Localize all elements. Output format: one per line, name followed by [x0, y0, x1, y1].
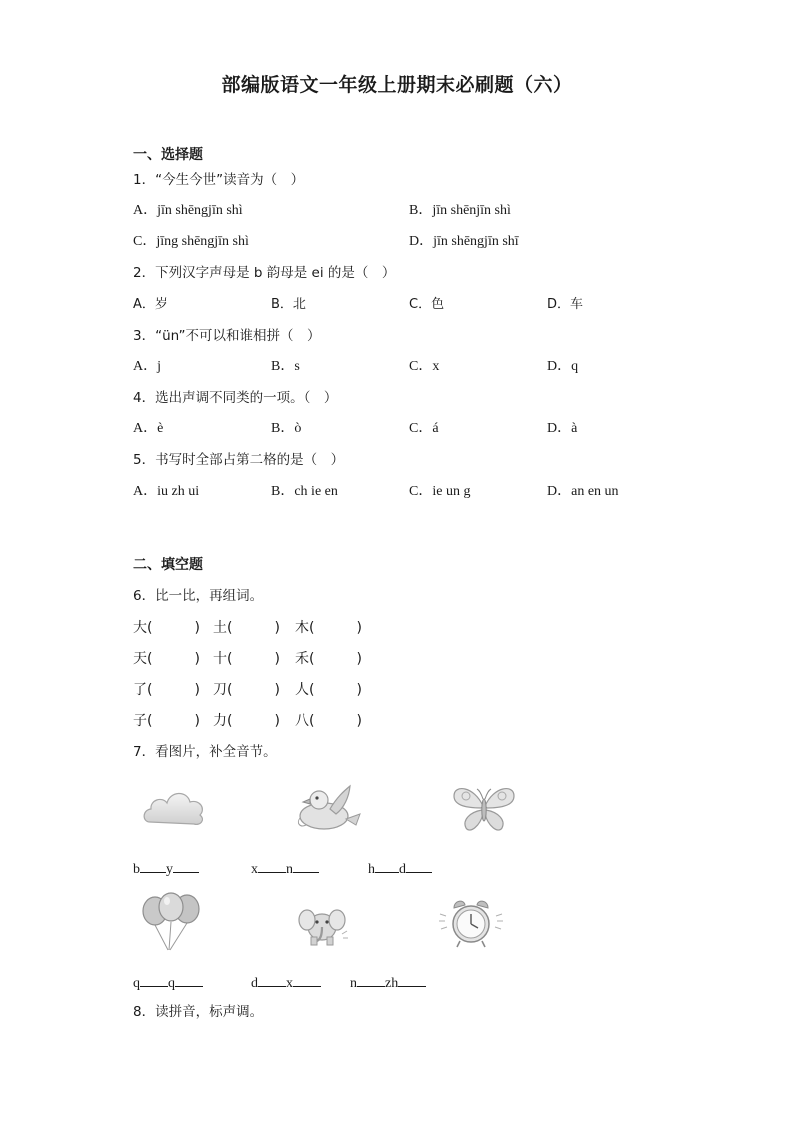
question-4-option-b: B．ò — [271, 421, 302, 436]
question-1-option-c: C．jīng shēngjīn shì — [133, 234, 249, 249]
compare-item: 天( ) — [133, 651, 200, 667]
question-3-option-d: D．q — [547, 359, 579, 374]
question-1-option-a: A．jīn shēngjīn shì — [133, 203, 243, 218]
compare-item: 十( ) — [213, 651, 280, 667]
question-2-option-d: D．车 — [547, 297, 584, 312]
question-3-stem: 3．“ün”不可以和谁相拼（ ） — [133, 328, 321, 344]
question-2-option-a: A．岁 — [133, 297, 168, 312]
question-4-option-a: A．è — [133, 421, 164, 436]
syllable-blank-alarm-clock: n zh — [350, 973, 426, 993]
question-3-option-c: C．x — [409, 359, 440, 374]
question-1-stem: 1．“今生今世”读音为（ ） — [133, 172, 305, 188]
cloud-picture — [140, 784, 208, 828]
alarm-clock-picture — [436, 896, 506, 950]
syllable-blank-bird: x n — [251, 859, 319, 879]
compare-item: 木( ) — [295, 620, 362, 636]
elephant-picture — [294, 901, 350, 947]
question-6-stem: 6．比一比，再组词。 — [133, 588, 264, 604]
syllable-blank-cloud: b y — [133, 859, 199, 879]
syllable-blank-elephant: d x — [251, 973, 321, 993]
compare-item: 八( ) — [295, 713, 362, 729]
section-heading-choice: 一、选择题 — [133, 147, 203, 163]
question-3-option-b: B．s — [271, 359, 300, 374]
question-3-option-a: A．j — [133, 359, 161, 374]
question-5-option-b: B．ch ie en — [271, 484, 338, 499]
question-2-stem: 2．下列汉字声母是 b 韵母是 ei 的是（ ） — [133, 265, 396, 281]
compare-item: 子( ) — [133, 713, 200, 729]
question-1-option-b: B．jīn shēnjīn shì — [409, 203, 511, 218]
question-4-stem: 4．选出声调不同类的一项。（ ） — [133, 390, 338, 406]
page-title: 部编版语文一年级上册期末必刷题（六） — [221, 74, 573, 96]
question-5-option-c: C．ie un g — [409, 484, 471, 499]
syllable-blank-balloons: q q — [133, 973, 203, 993]
compare-item: 大( ) — [133, 620, 200, 636]
compare-item: 土( ) — [213, 620, 280, 636]
question-2-option-c: C．色 — [409, 297, 445, 312]
question-4-option-c: C．á — [409, 421, 439, 436]
compare-item: 力( ) — [213, 713, 280, 729]
butterfly-picture — [450, 784, 518, 834]
balloons-picture — [138, 892, 204, 952]
compare-item: 刀( ) — [213, 682, 280, 698]
compare-item: 禾( ) — [295, 651, 362, 667]
compare-item: 了( ) — [133, 682, 200, 698]
section-heading-fill: 二、填空题 — [133, 557, 203, 573]
question-5-stem: 5．书写时全部占第二格的是（ ） — [133, 452, 345, 468]
compare-item: 人( ) — [295, 682, 362, 698]
question-4-option-d: D．à — [547, 421, 578, 436]
bird-picture — [292, 783, 362, 835]
question-7-stem: 7．看图片，补全音节。 — [133, 744, 277, 760]
syllable-blank-butterfly: h d — [368, 859, 432, 879]
question-5-option-d: D．an en un — [547, 484, 619, 499]
question-5-option-a: A．iu zh ui — [133, 484, 200, 499]
question-8-stem: 8．读拼音，标声调。 — [133, 1004, 264, 1020]
question-2-option-b: B．北 — [271, 297, 306, 312]
question-1-option-d: D．jīn shēngjīn shī — [409, 234, 519, 249]
